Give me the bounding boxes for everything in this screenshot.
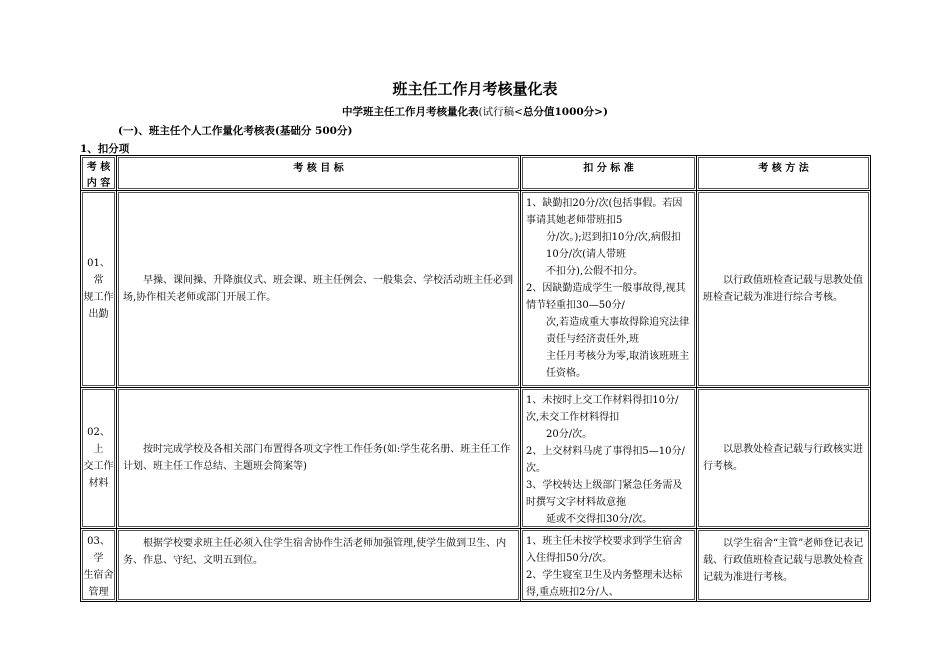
row-item-line: 生宿舍: [83, 570, 114, 581]
subtitle-score: 总分值1000分>): [522, 106, 608, 118]
row-method: [697, 388, 871, 529]
std-line: 分/次。);迟到扣10分/次,病假扣10分/次(请人带班: [546, 232, 681, 260]
std-line: 1、未按时上交工作材料得扣10分/次,未交工作材料得扣: [526, 395, 679, 423]
row-item-line: 02、上: [87, 427, 110, 455]
header-method-label: 考 核 方 法: [758, 163, 809, 174]
std-line: 主任月考核分为零,取消该班班主任资格。: [546, 351, 690, 379]
header-item-line2: 内 容: [86, 178, 111, 189]
row-method-text: 以思教处检查记载与行政核实进行考核。: [703, 444, 863, 472]
row-item-line: 01、常: [87, 258, 110, 286]
item-heading: 1、扣分项: [80, 143, 130, 155]
header-item: [81, 156, 117, 191]
row-item-line: 03、学: [87, 536, 110, 564]
header-goal-label: 考 核 目 标: [293, 163, 344, 174]
std-line: 3、学校转达上级部门紧急任务需及时撰写文字材料故意拖: [526, 480, 683, 508]
table-row: [81, 191, 871, 388]
row-item: [81, 388, 117, 529]
row-method: [697, 191, 871, 388]
row-item-line: 管理: [88, 587, 109, 598]
row-item-line: 材料: [88, 478, 109, 489]
row-goal-text: 早操、课间操、升降旗仪式、班会课、班主任例会、一般集会、学校活动班主任必到场,协作相关老师或部门开展工作。: [123, 275, 513, 303]
row-goal: [117, 529, 521, 602]
header-standard-label: 扣 分 标 准: [583, 163, 634, 174]
std-line: 次,若造成重大事故得除追究法律责任与经济责任外,班: [546, 317, 690, 345]
row-goal: [117, 191, 521, 388]
assessment-table: [80, 155, 871, 602]
header-goal: [117, 156, 521, 191]
std-line: 2、学生寝室卫生及内务整理未达标得,重点班扣2分/人、: [526, 570, 683, 598]
row-item: [81, 191, 117, 388]
row-item-line: 出勤: [88, 309, 109, 320]
row-standard: [521, 191, 697, 388]
std-line: 1、班主任未按学校要求到学生宿舍入住得扣50分/次。: [526, 536, 683, 564]
std-line: 延或不交得扣30分/次。: [546, 514, 653, 525]
row-method: [697, 529, 871, 602]
header-item-line1: 考 核: [86, 162, 111, 173]
std-line: 不扣分),公假不扣分。: [546, 266, 644, 277]
row-goal-text: 根据学校要求班主任必须入住学生宿舍协作生活老师加强管理,使学生做到卫生、内务、作息、守纪、文明五到位。: [123, 538, 507, 566]
std-line: 1、缺勤扣20分/次(包括事假。若因事请其她老师带班扣5: [526, 198, 683, 226]
row-method-text: 以行政值班检查记载与思教处值班检查记载为准进行综合考核。: [703, 275, 863, 303]
table-row: [81, 529, 871, 602]
table-row: [81, 388, 871, 529]
std-line: 2、上交材料马虎了事得扣5—10分/次。: [526, 446, 685, 474]
std-line: 20分/次。: [546, 429, 593, 440]
subtitle-main: 中学班主任工作月考核量化表: [342, 106, 479, 118]
section-heading: (一)、班主任个人工作量化考核表(基础分 500分): [118, 125, 353, 137]
row-item-line: 交工作: [83, 461, 114, 472]
document-subtitle: [0, 104, 950, 119]
row-standard: [521, 388, 697, 529]
subtitle-note: (试行稿<: [478, 106, 523, 118]
std-line: 2、因缺勤造成学生一般事故得,视其情节轻重扣30—50分/: [526, 283, 686, 311]
document-title: 班主任工作月考核量化表: [392, 80, 558, 98]
header-method: [697, 156, 871, 191]
row-item: [81, 529, 117, 602]
table-header-row: [81, 156, 871, 191]
header-standard: [521, 156, 697, 191]
row-item-line: 规工作: [83, 292, 114, 303]
row-goal: [117, 388, 521, 529]
row-method-text: 以学生宿舍“主管”老师登记表记载、行政值班检查记载与思教处检查记载为准进行考核。: [703, 538, 864, 583]
row-standard: [521, 529, 697, 602]
row-goal-text: 按时完成学校及各相关部门布置得各项文字性工作任务(如:学生花名册、班主任工作计划、班主任工作总结、主题班会简案等): [123, 444, 511, 472]
